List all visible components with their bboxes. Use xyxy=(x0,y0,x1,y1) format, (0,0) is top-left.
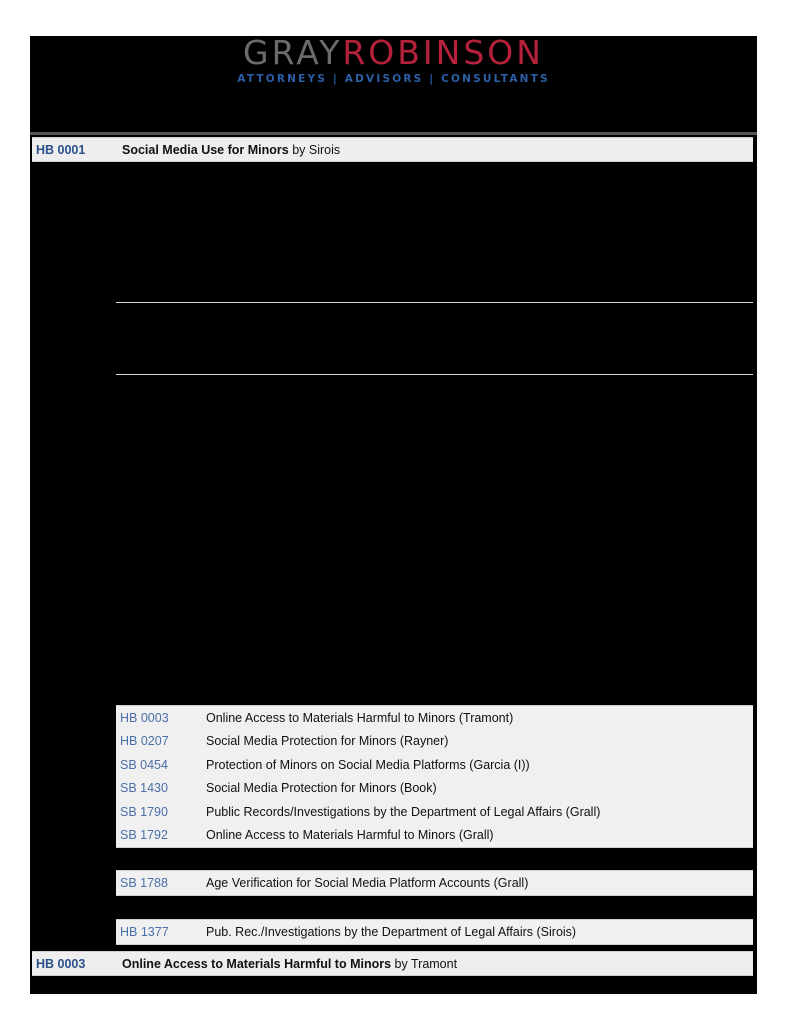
related-bill-link[interactable]: SB 0454 xyxy=(120,757,168,772)
related-bill-row xyxy=(116,777,753,801)
related-bill-title: Pub. Rec./Investigations by the Department of Legal Affairs (Sirois) xyxy=(206,924,577,939)
bill-header-row xyxy=(32,951,753,976)
related-bill-title: Online Access to Materials Harmful to Minors (Tramont) xyxy=(206,710,514,725)
related-bill-link[interactable]: SB 1792 xyxy=(120,828,168,843)
related-bill-title: Public Records/Investigations by the Department of Legal Affairs (Grall) xyxy=(206,804,601,819)
related-bills-block xyxy=(116,919,753,945)
bill-id-link[interactable]: HB 0001 xyxy=(36,142,86,157)
related-bill-row xyxy=(116,753,753,777)
logo-wordmark: GRAYROBINSON xyxy=(243,33,544,72)
related-bills-block xyxy=(116,705,753,848)
related-bill-row xyxy=(116,800,753,824)
related-bill-row xyxy=(116,824,753,848)
section-divider xyxy=(116,374,753,375)
related-bill-title: Social Media Protection for Minors (Rayner) xyxy=(206,734,449,749)
section-divider xyxy=(116,302,753,303)
related-bill-title: Social Media Protection for Minors (Book) xyxy=(206,781,437,796)
related-bill-link[interactable]: HB 1377 xyxy=(120,924,169,939)
related-bills-block xyxy=(116,870,753,896)
related-bill-link[interactable]: SB 1788 xyxy=(120,875,168,890)
bill-id-link[interactable]: HB 0003 xyxy=(36,956,86,971)
bill-title: Online Access to Materials Harmful to Minors by Tramont xyxy=(122,956,458,971)
logo-tagline: ATTORNEYS | ADVISORS | CONSULTANTS xyxy=(237,73,550,85)
header-divider xyxy=(30,132,757,135)
related-bill-row xyxy=(116,706,753,730)
bill-header-row xyxy=(32,137,753,162)
related-bill-link[interactable]: HB 0003 xyxy=(120,710,169,725)
related-bill-title: Online Access to Materials Harmful to Minors (Grall) xyxy=(206,828,494,843)
related-bill-row xyxy=(116,920,753,944)
related-bill-link[interactable]: SB 1790 xyxy=(120,804,168,819)
firm-logo xyxy=(30,33,757,85)
document-page xyxy=(30,33,757,994)
related-bill-link[interactable]: HB 0207 xyxy=(120,734,169,749)
related-bill-title: Protection of Minors on Social Media Platforms (Garcia (I)) xyxy=(206,757,530,772)
related-bill-row xyxy=(116,730,753,754)
related-bill-row xyxy=(116,871,753,895)
related-bill-link[interactable]: SB 1430 xyxy=(120,781,168,796)
related-bill-title: Age Verification for Social Media Platform Accounts (Grall) xyxy=(206,875,529,890)
bill-title: Social Media Use for Minors by Sirois xyxy=(122,142,341,157)
